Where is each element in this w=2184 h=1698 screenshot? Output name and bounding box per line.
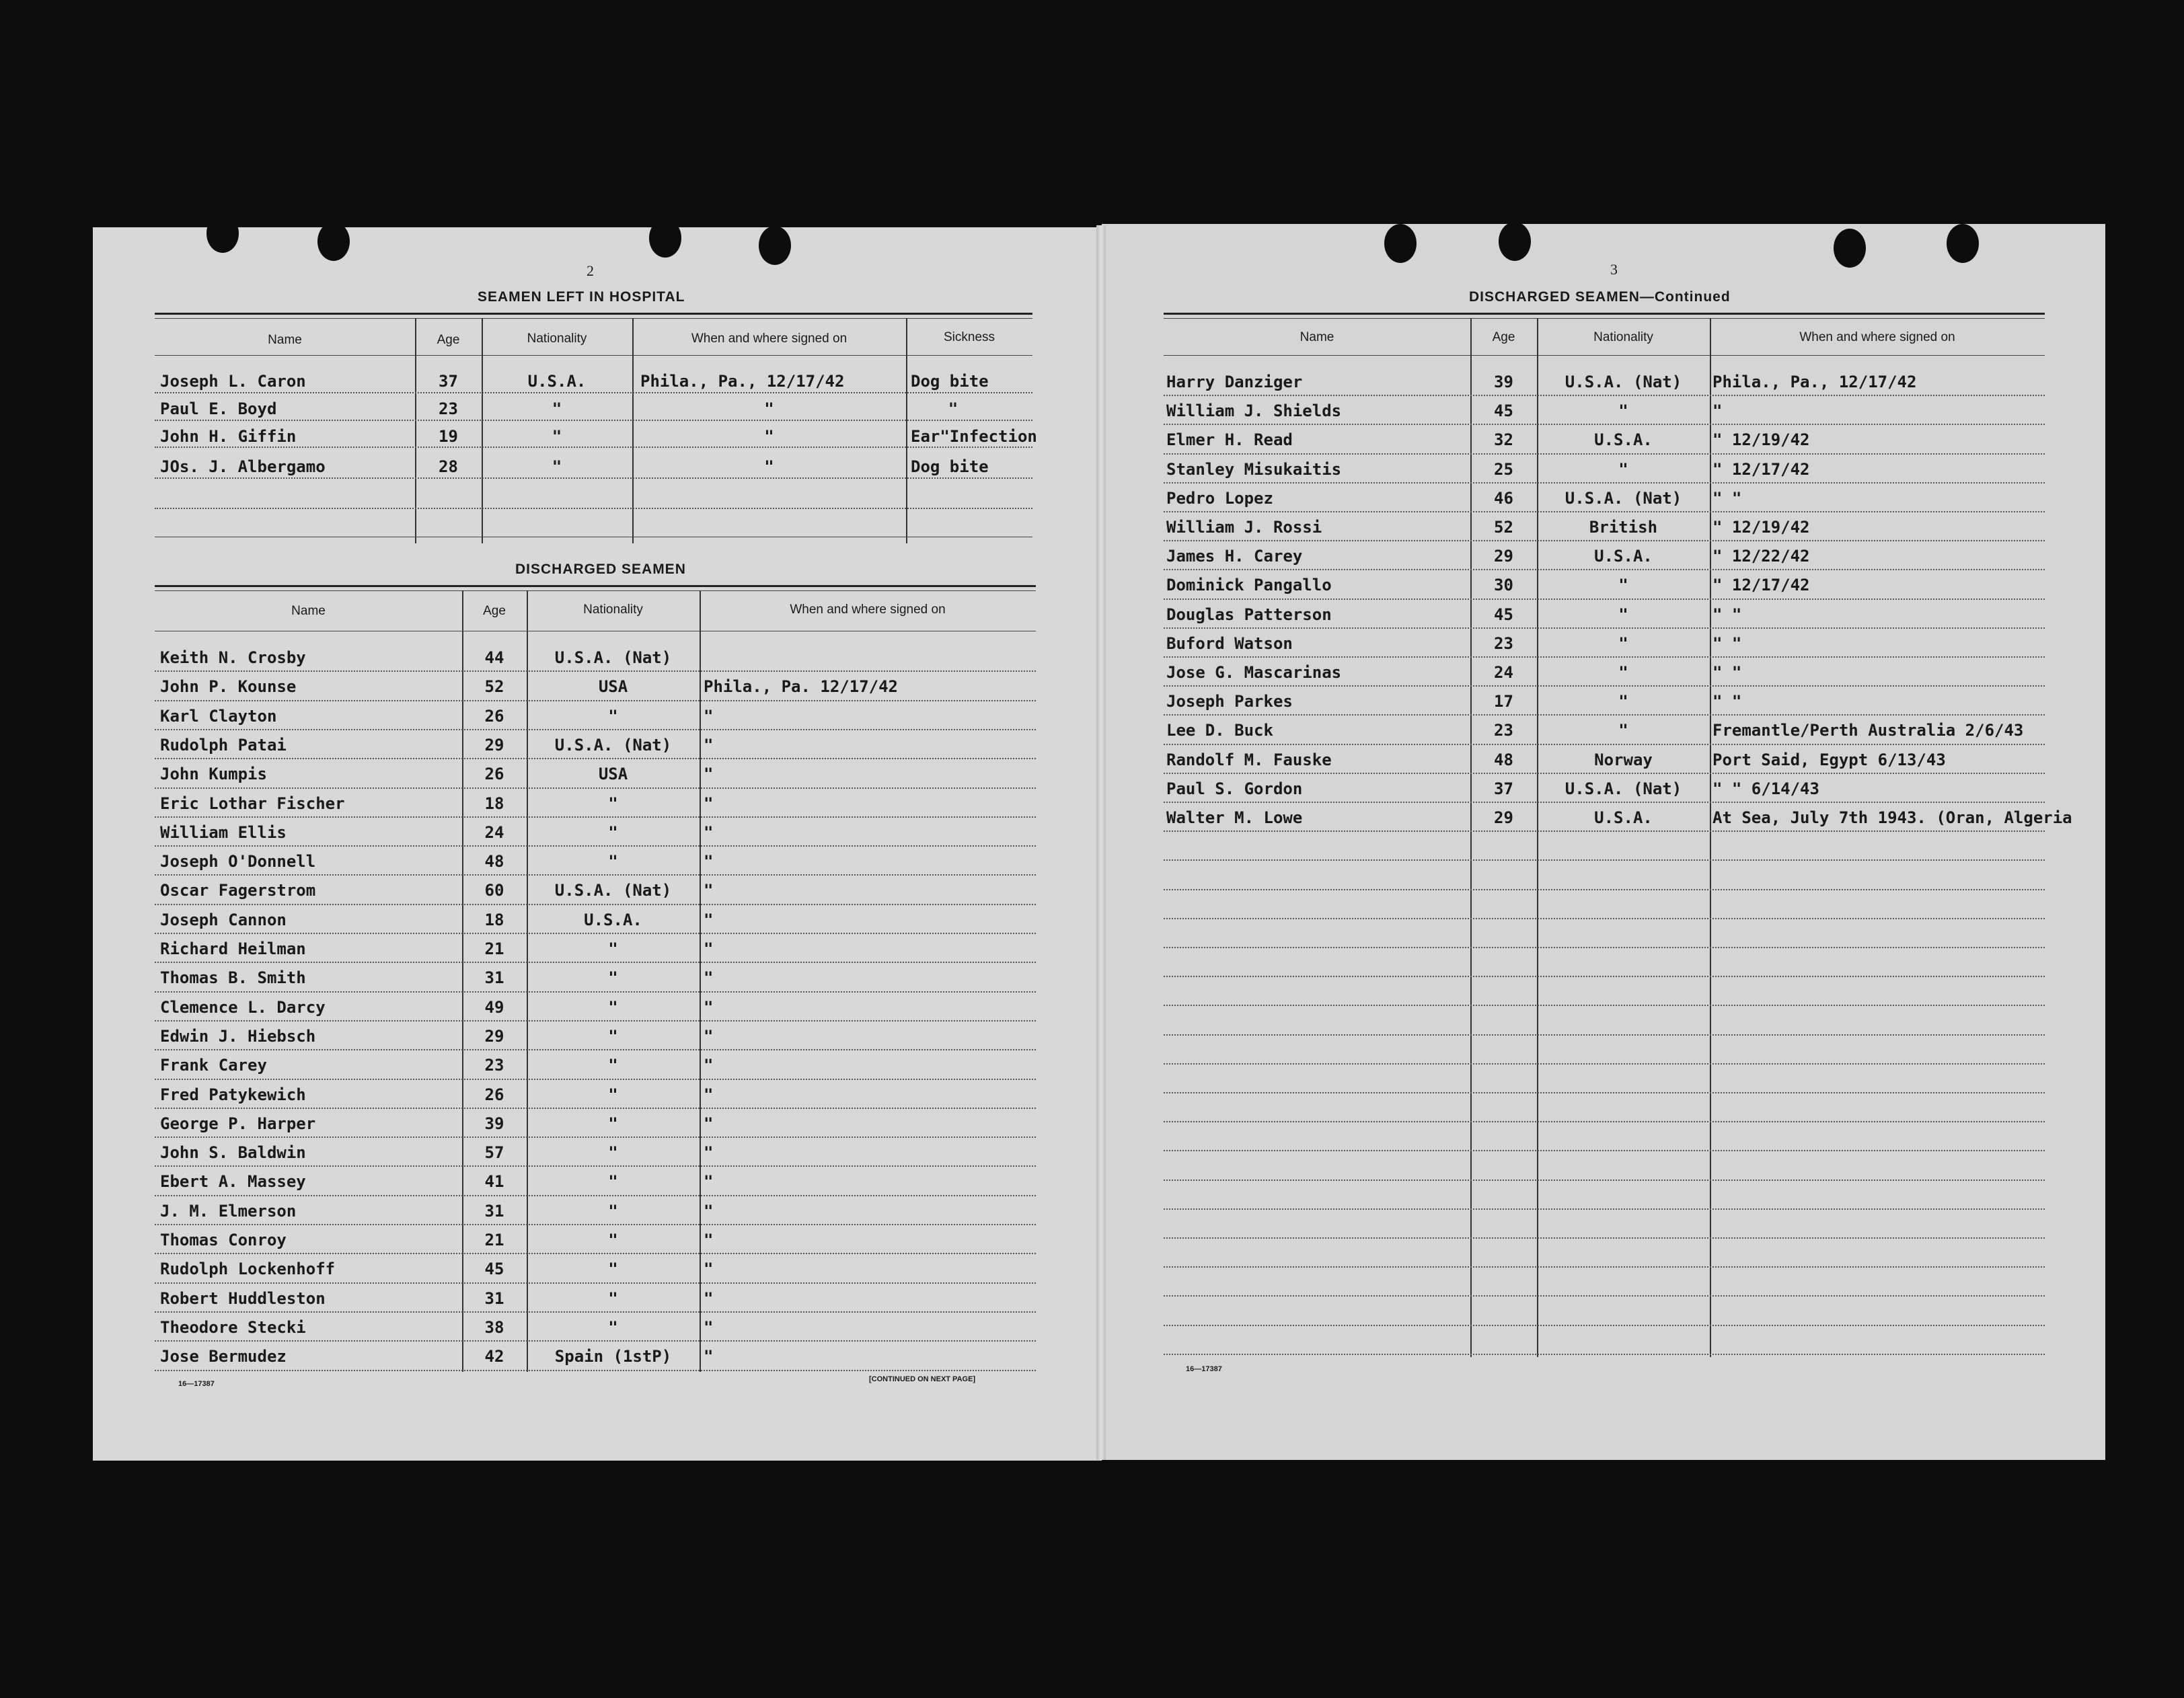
seaman-signed-on: " bbox=[704, 1056, 714, 1075]
discharged-table bbox=[155, 585, 1036, 1372]
seaman-name: Pedro Lopez bbox=[1166, 488, 1273, 508]
col-header-signed-on: When and where signed on bbox=[790, 603, 946, 617]
hosp-name: Paul E. Boyd bbox=[160, 399, 277, 418]
seaman-nationality: " bbox=[1618, 663, 1628, 682]
seaman-age: 23 bbox=[484, 1056, 504, 1075]
seaman-name: Edwin J. Hiebsch bbox=[160, 1026, 316, 1046]
seaman-nationality: U.S.A. bbox=[584, 910, 642, 929]
col-header-age: Age bbox=[1492, 330, 1515, 344]
seaman-age: 48 bbox=[1494, 750, 1513, 769]
seaman-age: 42 bbox=[484, 1347, 504, 1366]
seaman-nationality: British bbox=[1589, 518, 1658, 537]
seaman-name: James H. Carey bbox=[1166, 547, 1303, 566]
col-header-signed-on: When and where signed on bbox=[1799, 330, 1955, 344]
seaman-nationality: U.S.A. (Nat) bbox=[1565, 373, 1682, 391]
seaman-nationality: " bbox=[608, 1056, 618, 1075]
seaman-nationality: Spain (1stP) bbox=[554, 1347, 672, 1366]
seaman-name: Robert Huddleston bbox=[160, 1288, 326, 1308]
seaman-nationality: " bbox=[608, 1231, 618, 1249]
hosp-age: 23 bbox=[439, 399, 458, 418]
seaman-name: Rudolph Lockenhoff bbox=[160, 1260, 336, 1279]
seaman-nationality: " bbox=[608, 706, 618, 726]
seaman-nationality: " bbox=[1618, 692, 1628, 711]
seaman-name: Walter M. Lowe bbox=[1166, 808, 1303, 827]
binder-hole bbox=[1384, 224, 1417, 263]
seaman-nationality: U.S.A. (Nat) bbox=[1565, 488, 1682, 508]
seaman-name: Oscar Fagerstrom bbox=[160, 881, 316, 900]
col-header-nationality: Nationality bbox=[1593, 330, 1653, 344]
seaman-name: Harry Danziger bbox=[1166, 373, 1303, 391]
seaman-signed-on: " bbox=[704, 794, 714, 813]
seaman-signed-on: " bbox=[704, 1143, 714, 1163]
seaman-nationality: " bbox=[608, 794, 618, 813]
seaman-name: Thomas B. Smith bbox=[160, 968, 306, 988]
seaman-signed-on: " bbox=[704, 1260, 714, 1279]
col-header-name: Name bbox=[1300, 330, 1334, 344]
seaman-nationality: " bbox=[608, 1026, 618, 1046]
seaman-signed-on: Port Said, Egypt 6/13/43 bbox=[1712, 750, 1946, 769]
seaman-signed-on: " bbox=[704, 822, 714, 842]
seaman-name: Jose G. Mascarinas bbox=[1166, 663, 1342, 682]
seaman-age: 21 bbox=[484, 939, 504, 958]
hosp-sickness: Ear"Infection bbox=[911, 427, 1037, 446]
seaman-nationality: USA bbox=[598, 677, 628, 697]
seaman-nationality: " bbox=[608, 939, 618, 958]
seaman-signed-on: " bbox=[704, 939, 714, 958]
seaman-age: 32 bbox=[1494, 430, 1513, 450]
col-header-age: Age bbox=[483, 604, 506, 618]
seaman-signed-on: Phila., Pa. 12/17/42 bbox=[704, 677, 898, 697]
seaman-age: 26 bbox=[484, 706, 504, 726]
seaman-age: 24 bbox=[1494, 663, 1513, 682]
seaman-age: 26 bbox=[484, 1085, 504, 1104]
seaman-nationality: Norway bbox=[1594, 750, 1653, 769]
hosp-sickness: Dog bite bbox=[911, 457, 989, 476]
seaman-nationality: " bbox=[608, 968, 618, 988]
binder-hole bbox=[1834, 229, 1866, 268]
seaman-age: 30 bbox=[1494, 576, 1513, 595]
seaman-name: Buford Watson bbox=[1166, 633, 1293, 653]
seaman-name: Jose Bermudez bbox=[160, 1347, 287, 1366]
seaman-nationality: U.S.A. (Nat) bbox=[554, 735, 672, 755]
hosp-name: John H. Giffin bbox=[160, 427, 297, 446]
seaman-signed-on: " " bbox=[1712, 488, 1742, 508]
hosp-name: Joseph L. Caron bbox=[160, 372, 306, 391]
seaman-signed-on: " 12/17/42 bbox=[1712, 576, 1810, 595]
hosp-age: 37 bbox=[439, 372, 458, 391]
seaman-nationality: USA bbox=[598, 765, 628, 784]
seaman-signed-on: " 12/19/42 bbox=[1712, 518, 1810, 537]
seaman-nationality: U.S.A. bbox=[1594, 430, 1653, 450]
hosp-nationality: " bbox=[552, 457, 562, 476]
col-header-nationality: Nationality bbox=[527, 332, 587, 346]
seaman-signed-on: " bbox=[704, 910, 714, 929]
hosp-sickness: " bbox=[948, 399, 958, 418]
seaman-nationality: " bbox=[608, 1260, 618, 1279]
page-fold bbox=[1096, 225, 1106, 1460]
seaman-nationality: " bbox=[608, 852, 618, 872]
seaman-name: Dominick Pangallo bbox=[1166, 576, 1332, 595]
seaman-nationality: " bbox=[608, 1114, 618, 1133]
seaman-age: 52 bbox=[484, 677, 504, 697]
seaman-age: 37 bbox=[1494, 779, 1513, 798]
seaman-signed-on: " bbox=[704, 765, 714, 784]
discharged-section-title: DISCHARGED SEAMEN bbox=[515, 562, 686, 577]
seaman-signed-on: " " bbox=[1712, 663, 1742, 682]
seaman-name: Stanley Misukaitis bbox=[1166, 459, 1342, 479]
binder-hole bbox=[759, 226, 791, 265]
seaman-name: Douglas Patterson bbox=[1166, 605, 1332, 624]
seaman-name: Thomas Conroy bbox=[160, 1231, 287, 1249]
seaman-name: William Ellis bbox=[160, 822, 287, 842]
seaman-signed-on: Phila., Pa., 12/17/42 bbox=[1712, 373, 1917, 391]
seaman-name: Ebert A. Massey bbox=[160, 1172, 306, 1192]
hospital-section-title: SEAMEN LEFT IN HOSPITAL bbox=[478, 289, 685, 305]
seaman-signed-on: " bbox=[704, 852, 714, 872]
hosp-signed-on: " bbox=[764, 457, 774, 476]
seaman-nationality: " bbox=[1618, 633, 1628, 653]
seaman-nationality: U.S.A. (Nat) bbox=[554, 648, 672, 667]
seaman-age: 29 bbox=[1494, 547, 1513, 566]
hosp-signed-on: " bbox=[764, 427, 774, 446]
seaman-name: Theodore Stecki bbox=[160, 1317, 306, 1337]
seaman-signed-on: " bbox=[704, 1231, 714, 1249]
continued-note: [CONTINUED ON NEXT PAGE] bbox=[869, 1375, 976, 1383]
seaman-age: 45 bbox=[1494, 605, 1513, 624]
seaman-name: George P. Harper bbox=[160, 1114, 316, 1133]
seaman-signed-on: " " bbox=[1712, 633, 1742, 653]
seaman-name: Rudolph Patai bbox=[160, 735, 287, 755]
seaman-age: 49 bbox=[484, 997, 504, 1017]
seaman-nationality: " bbox=[608, 1143, 618, 1163]
seaman-age: 26 bbox=[484, 765, 504, 784]
hosp-signed-on: " bbox=[764, 399, 774, 418]
hosp-nationality: " bbox=[552, 427, 562, 446]
seaman-nationality: U.S.A. (Nat) bbox=[1565, 779, 1682, 798]
seaman-nationality: U.S.A. bbox=[1594, 547, 1653, 566]
seaman-nationality: " bbox=[1618, 605, 1628, 624]
seaman-age: 31 bbox=[484, 1288, 504, 1308]
seaman-signed-on: " bbox=[704, 1085, 714, 1104]
seaman-age: 29 bbox=[484, 735, 504, 755]
seaman-signed-on: " 12/17/42 bbox=[1712, 459, 1810, 479]
seaman-age: 29 bbox=[1494, 808, 1513, 827]
seaman-age: 45 bbox=[484, 1260, 504, 1279]
seaman-name: Joseph O'Donnell bbox=[160, 852, 316, 872]
seaman-age: 23 bbox=[1494, 633, 1513, 653]
seaman-signed-on: " bbox=[704, 1288, 714, 1308]
seaman-signed-on: " bbox=[704, 706, 714, 726]
hosp-signed-on: Phila., Pa., 12/17/42 bbox=[640, 372, 845, 391]
seaman-signed-on: " bbox=[704, 881, 714, 900]
seaman-age: 44 bbox=[484, 648, 504, 667]
seaman-nationality: " bbox=[1618, 721, 1628, 740]
seaman-name: Richard Heilman bbox=[160, 939, 306, 958]
binder-hole bbox=[1947, 224, 1979, 263]
hosp-nationality: U.S.A. bbox=[527, 372, 587, 391]
seaman-name: Frank Carey bbox=[160, 1056, 267, 1075]
seaman-name: Karl Clayton bbox=[160, 706, 277, 726]
seaman-signed-on: " bbox=[704, 1201, 714, 1221]
seaman-name: Joseph Parkes bbox=[1166, 692, 1293, 711]
col-header-nationality: Nationality bbox=[583, 603, 643, 617]
seaman-signed-on: " bbox=[704, 1026, 714, 1046]
binder-hole bbox=[649, 219, 681, 258]
discharged-continued-table bbox=[1164, 313, 2072, 1355]
seaman-name: Paul S. Gordon bbox=[1166, 779, 1303, 798]
seaman-age: 46 bbox=[1494, 488, 1513, 508]
seaman-name: Joseph Cannon bbox=[160, 910, 287, 929]
hosp-nationality: " bbox=[552, 399, 562, 418]
seaman-nationality: " bbox=[1618, 576, 1628, 595]
seaman-name: Randolf M. Fauske bbox=[1166, 750, 1332, 769]
seaman-name: William J. Rossi bbox=[1166, 518, 1322, 537]
form-number: 16—17387 bbox=[1186, 1365, 1222, 1373]
seaman-age: 39 bbox=[484, 1114, 504, 1133]
seaman-name: Clemence L. Darcy bbox=[160, 997, 326, 1017]
seaman-nationality: " bbox=[608, 1172, 618, 1192]
col-header-signed-on: When and where signed on bbox=[691, 332, 848, 346]
seaman-nationality: " bbox=[608, 997, 618, 1017]
seaman-name: John Kumpis bbox=[160, 765, 267, 784]
page-number: 3 bbox=[1610, 261, 1618, 278]
hosp-sickness: Dog bite bbox=[911, 372, 989, 391]
seaman-nationality: " bbox=[608, 1288, 618, 1308]
seaman-age: 31 bbox=[484, 968, 504, 988]
seaman-age: 18 bbox=[484, 910, 504, 929]
seaman-name: Elmer H. Read bbox=[1166, 430, 1293, 450]
seaman-age: 41 bbox=[484, 1172, 504, 1192]
seaman-signed-on: " bbox=[704, 1317, 714, 1337]
hosp-age: 28 bbox=[439, 457, 458, 476]
seaman-signed-on: " bbox=[704, 1172, 714, 1192]
seaman-name: J. M. Elmerson bbox=[160, 1201, 297, 1221]
seaman-name: Fred Patykewich bbox=[160, 1085, 306, 1104]
binder-hole bbox=[1499, 222, 1531, 261]
seaman-name: Lee D. Buck bbox=[1166, 721, 1273, 740]
col-header-name: Name bbox=[268, 333, 302, 347]
seaman-signed-on: " " 6/14/43 bbox=[1712, 779, 1819, 798]
seaman-nationality: U.S.A. (Nat) bbox=[554, 881, 672, 900]
seaman-signed-on: " " bbox=[1712, 605, 1742, 624]
seaman-age: 23 bbox=[1494, 721, 1513, 740]
seaman-nationality: " bbox=[608, 822, 618, 842]
seaman-age: 39 bbox=[1494, 373, 1513, 391]
hosp-name: JOs. J. Albergamo bbox=[160, 457, 326, 476]
seaman-nationality: " bbox=[1618, 401, 1628, 421]
seaman-signed-on: " bbox=[704, 735, 714, 755]
seaman-age: 29 bbox=[484, 1026, 504, 1046]
col-header-sickness: Sickness bbox=[943, 330, 995, 344]
seaman-signed-on: " bbox=[1712, 401, 1723, 421]
col-header-age: Age bbox=[437, 333, 460, 347]
seaman-signed-on: " bbox=[704, 997, 714, 1017]
seaman-age: 38 bbox=[484, 1317, 504, 1337]
seaman-nationality: U.S.A. bbox=[1594, 808, 1653, 827]
seaman-signed-on: Fremantle/Perth Australia 2/6/43 bbox=[1712, 721, 2024, 740]
binder-hole bbox=[206, 214, 239, 253]
seaman-signed-on: " 12/19/42 bbox=[1712, 430, 1810, 450]
seaman-age: 25 bbox=[1494, 459, 1513, 479]
seaman-name: Eric Lothar Fischer bbox=[160, 794, 345, 813]
seaman-age: 17 bbox=[1494, 692, 1513, 711]
seaman-nationality: " bbox=[608, 1085, 618, 1104]
seaman-name: Keith N. Crosby bbox=[160, 648, 306, 667]
seaman-age: 60 bbox=[484, 881, 504, 900]
col-header-name: Name bbox=[291, 604, 326, 618]
hospital-table bbox=[155, 313, 1037, 541]
seaman-signed-on: " bbox=[704, 968, 714, 988]
hosp-age: 19 bbox=[439, 427, 458, 446]
seaman-name: John P. Kounse bbox=[160, 677, 297, 697]
seaman-signed-on: " " bbox=[1712, 692, 1742, 711]
seaman-signed-on: At Sea, July 7th 1943. (Oran, Algeria bbox=[1712, 808, 2072, 827]
seaman-age: 31 bbox=[484, 1201, 504, 1221]
seaman-nationality: " bbox=[608, 1317, 618, 1337]
seaman-name: John S. Baldwin bbox=[160, 1143, 306, 1163]
seaman-age: 18 bbox=[484, 794, 504, 813]
seaman-age: 21 bbox=[484, 1231, 504, 1249]
seaman-nationality: " bbox=[1618, 459, 1628, 479]
seaman-nationality: " bbox=[608, 1201, 618, 1221]
form-number: 16—17387 bbox=[178, 1380, 215, 1388]
seaman-age: 52 bbox=[1494, 518, 1513, 537]
seaman-age: 45 bbox=[1494, 401, 1513, 421]
seaman-name: William J. Shields bbox=[1166, 401, 1342, 421]
binder-hole bbox=[317, 222, 350, 261]
seaman-age: 57 bbox=[484, 1143, 504, 1163]
seaman-signed-on: " bbox=[704, 1347, 714, 1366]
seaman-age: 48 bbox=[484, 852, 504, 872]
seaman-signed-on: " 12/22/42 bbox=[1712, 547, 1810, 566]
seaman-age: 24 bbox=[484, 822, 504, 842]
section-title: DISCHARGED SEAMEN—Continued bbox=[1469, 289, 1731, 305]
page-number: 2 bbox=[587, 262, 594, 279]
seaman-signed-on: " bbox=[704, 1114, 714, 1133]
